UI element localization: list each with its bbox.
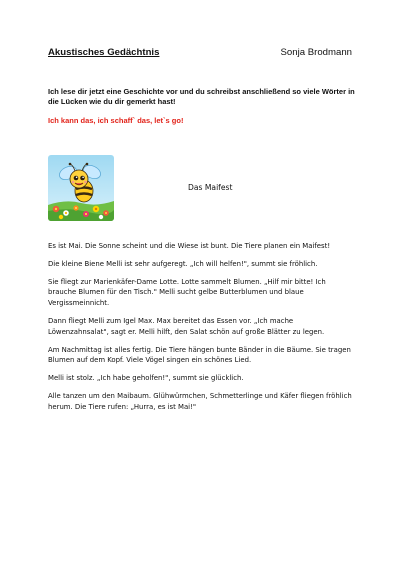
worksheet-subject: Akustisches Gedächtnis <box>48 47 160 58</box>
story-paragraph: Alle tanzen um den Maibaum. Glühwürmchen, Schmetterlinge und Käfer fliegen fröhlich herum. Die Tiere rufen: „Hurra, es ist Mai!" <box>48 391 352 411</box>
instruction-text: Ich lese dir jetzt eine Geschichte vor und du schreibst anschließend so viele Wörter in die Lücken wie du dir gemerkt hast! <box>48 87 355 107</box>
worksheet-header <box>48 47 352 58</box>
story-paragraph: Dann fliegt Melli zum Igel Max. Max bereitet das Essen vor. „Ich mache Löwenzahnsalat", sagt er. Melli hilft, den Salat schön auf große Blätter zu legen. <box>48 316 325 336</box>
bee-in-flower-meadow-icon <box>48 155 114 221</box>
motivation-text: Ich kann das, ich schaff` das, let`s go! <box>48 116 184 125</box>
story-paragraph: Es ist Mai. Die Sonne scheint und die Wiese ist bunt. Die Tiere planen ein Maifest! <box>48 242 331 250</box>
worksheet-author: Sonja Brodmann <box>280 47 352 58</box>
story-text <box>48 241 354 420</box>
story-paragraph: Am Nachmittag ist alles fertig. Die Tiere hängen bunte Bänder in die Bäume. Sie tragen Blumen auf dem Kopf. Viele Vögel singen ein schönes Lied. <box>48 345 351 365</box>
story-paragraph: Die kleine Biene Melli ist sehr aufgeregt. „Ich will helfen!", summt sie fröhlich. <box>48 259 318 268</box>
story-paragraph: Melli ist stolz. „Ich habe geholfen!", summt sie glücklich. <box>48 374 244 383</box>
story-paragraph: Sie fliegt zur Marienkäfer-Dame Lotte. Lotte sammelt Blumen. „Hilf mir bitte! Ich brauche Blumen für den Tisch." Melli sucht gelbe Butterblumen und blaue Vergissmeinnicht. <box>48 277 326 308</box>
story-title: Das Maifest <box>188 183 233 192</box>
